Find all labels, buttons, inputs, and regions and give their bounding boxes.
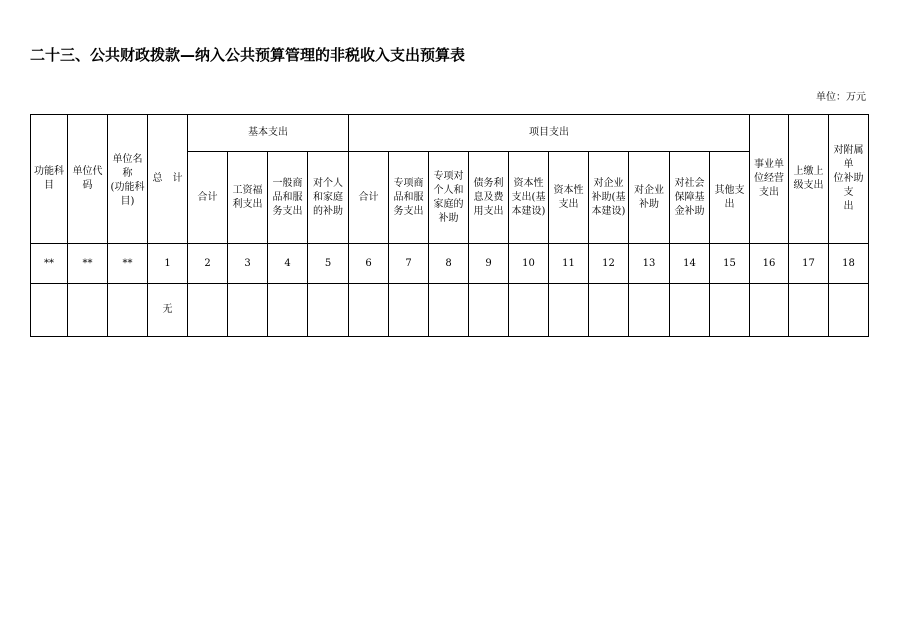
header-unit-name: 单位名称 (功能科 目): [108, 115, 148, 244]
header-project-enterprise: 对企业 补助: [629, 152, 670, 244]
code-cell: 12: [589, 244, 629, 284]
code-cell: **: [31, 244, 68, 284]
page-title: 二十三、公共财政拨款—纳入公共预算管理的非税收入支出预算表: [30, 46, 466, 64]
code-cell: 3: [228, 244, 268, 284]
header-basic-group: 基本支出: [188, 115, 349, 152]
code-cell: 8: [429, 244, 469, 284]
header-project-household-aid: 专项对 个人和 家庭的 补助: [429, 152, 469, 244]
code-cell: 18: [829, 244, 869, 284]
code-cell: 9: [469, 244, 509, 284]
header-project-goods-services: 专项商 品和服 务支出: [389, 152, 429, 244]
header-basic-goods-services: 一般商 品和服 务支出: [268, 152, 308, 244]
unit-label: 单位：万元: [816, 92, 866, 103]
code-cell: 2: [188, 244, 228, 284]
header-row-1: [31, 115, 869, 152]
header-project-subtotal: 合计: [349, 152, 389, 244]
header-upper-payment: 上缴上 级支出: [789, 115, 829, 244]
data-cell: [509, 284, 549, 337]
code-cell: 10: [509, 244, 549, 284]
code-cell: 11: [549, 244, 589, 284]
table-row: [31, 284, 869, 337]
header-project-group: 项目支出: [349, 115, 750, 152]
header-basic-subtotal: 合计: [188, 152, 228, 244]
data-cell: [188, 284, 228, 337]
code-cell: 14: [670, 244, 710, 284]
header-project-capital: 资本性 支出: [549, 152, 589, 244]
data-cell: [710, 284, 750, 337]
header-basic-wages: 工资福 利支出: [228, 152, 268, 244]
data-cell: [228, 284, 268, 337]
header-func-code: 功能科 目: [31, 115, 68, 244]
header-project-debt-interest: 债务利 息及费 用支出: [469, 152, 509, 244]
header-total: 总 计: [148, 115, 188, 244]
header-project-capital-construction: 资本性 支出(基 本建设): [509, 152, 549, 244]
data-cell-total: 无: [148, 284, 188, 337]
code-cell: 5: [308, 244, 349, 284]
header-business-expense: 事业单 位经营 支出: [750, 115, 789, 244]
code-cell: 17: [789, 244, 829, 284]
data-cell: [68, 284, 108, 337]
data-cell: [750, 284, 789, 337]
data-cell: [108, 284, 148, 337]
code-cell: 16: [750, 244, 789, 284]
code-cell: **: [108, 244, 148, 284]
data-cell: [589, 284, 629, 337]
data-cell: [469, 284, 509, 337]
code-cell: 13: [629, 244, 670, 284]
data-cell: [31, 284, 68, 337]
data-cell: [429, 284, 469, 337]
data-cell: [789, 284, 829, 337]
header-project-enterprise-construction: 对企业 补助(基 本建设): [589, 152, 629, 244]
data-cell: [308, 284, 349, 337]
header-subsidiary-subsidy: 对附属单 位补助支 出: [829, 115, 869, 244]
code-cell: **: [68, 244, 108, 284]
code-cell: 7: [389, 244, 429, 284]
data-cell: [549, 284, 589, 337]
code-cell: 15: [710, 244, 750, 284]
data-cell: [670, 284, 710, 337]
header-unit-code: 单位代 码: [68, 115, 108, 244]
header-project-social-security: 对社会 保障基 金补助: [670, 152, 710, 244]
code-row: [31, 244, 869, 284]
header-basic-household-aid: 对个人 和家庭 的补助: [308, 152, 349, 244]
code-cell: 1: [148, 244, 188, 284]
code-cell: 4: [268, 244, 308, 284]
data-cell: [629, 284, 670, 337]
data-cell: [829, 284, 869, 337]
data-cell: [389, 284, 429, 337]
budget-table: [30, 114, 869, 337]
code-cell: 6: [349, 244, 389, 284]
data-cell: [268, 284, 308, 337]
header-project-other: 其他支 出: [710, 152, 750, 244]
data-cell: [349, 284, 389, 337]
